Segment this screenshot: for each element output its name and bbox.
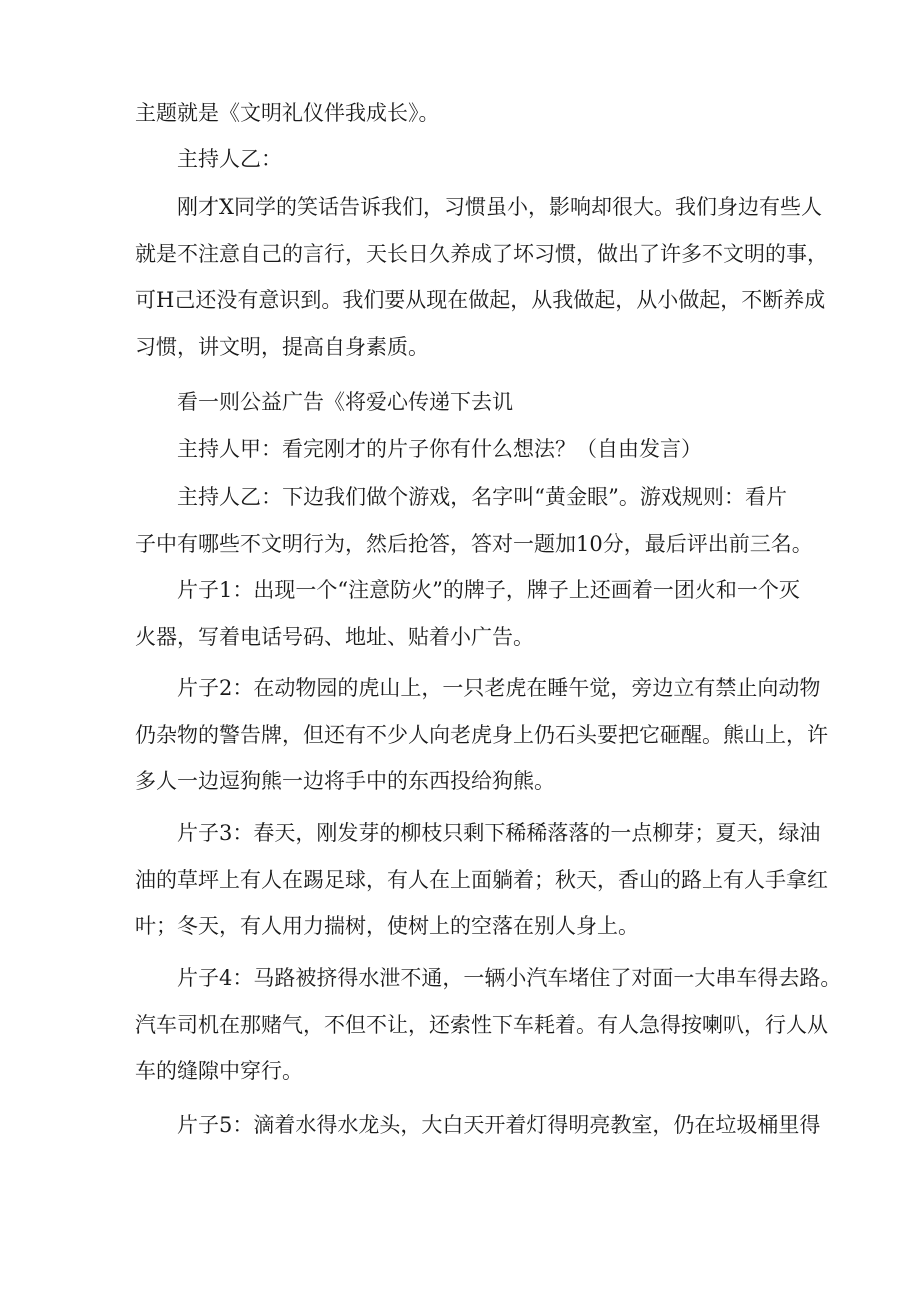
text-line: 习惯，讲文明，提高自身素质。 <box>135 334 429 359</box>
text-line: 可H己还没有意识到。我们要从现在做起，从我做起，从小做起，不断养成 <box>135 288 826 312</box>
text-line: 主题就是《文明礼仪伴我成长》。 <box>135 101 440 125</box>
paragraph-host-a <box>135 426 787 473</box>
paragraph-clip-2 <box>135 665 828 805</box>
text-line: 刚才X同学的笑话告诉我们，习惯虽小，影响却很大。我们身边有些人 <box>177 195 822 219</box>
paragraph-game-rules <box>135 474 813 567</box>
paragraph-theme <box>135 90 787 137</box>
text-line: 车的缝隙中穿行。 <box>135 1059 303 1083</box>
paragraph-clip-5 <box>135 1102 821 1149</box>
text-line: 看一则公益广告《将爱心传递下去讥 <box>177 390 513 414</box>
text-line: 仍杂物的警告牌，但还有不少人向老虎身上仍石头要把它砸醒。熊山上，许 <box>135 722 828 747</box>
text-line: 多人一边逗狗熊一边将手中的东西投给狗熊。 <box>135 769 555 793</box>
text-line: 片子3：春天，刚发芽的柳枝只剩下稀稀落落的一点柳芽；夏天，绿油 <box>177 821 821 845</box>
paragraph-clip-1 <box>135 567 800 660</box>
text-line: 火器，写着电话号码、地址、贴着小广告。 <box>135 624 534 649</box>
text-line: 片子5：滴着水得水龙头，大白天开着灯得明亮教室，仍在垃圾桶里得 <box>177 1113 821 1137</box>
paragraph-clip-3 <box>135 810 828 950</box>
paragraph-clip-4 <box>135 955 842 1095</box>
text-line: 汽车司机在那赌气，不但不让，还索性下车耗着。有人急得按喇叭，行人从 <box>135 1012 828 1037</box>
text-line: 主持人甲：看完刚才的片子你有什么想法？（自由发言） <box>177 437 702 461</box>
text-line: 主持人乙：下边我们做个游戏，名字叫“黄金眼”。游戏规则：看片 <box>177 485 787 509</box>
paragraph-host-b-label <box>135 136 787 183</box>
text-line: 片子1：出现一个“注意防火”的牌子，牌子上还画着一团火和一个灭 <box>177 578 800 602</box>
text-line: 子中有哪些不文明行为，然后抢答，答对一题加10分，最后评出前三名。 <box>135 531 813 556</box>
text-line: 片子4：马路被挤得水泄不通，一辆小汽车堵住了对面一大串车得去路。 <box>177 966 842 990</box>
text-line: 片子2：在动物园的虎山上，一只老虎在睡午觉，旁边立有禁止向动物 <box>177 676 821 700</box>
text-line: 主持人乙： <box>177 147 282 171</box>
paragraph-host-b-speech <box>135 184 828 370</box>
text-line: 就是不注意自己的言行，天长日久养成了坏习惯，做出了许多不文明的事， <box>135 241 828 266</box>
text-line: 叶；冬天，有人用力揣树，使树上的空落在别人身上。 <box>135 914 639 938</box>
text-line: 油的草坪上有人在踢足球，有人在上面躺着；秋天，香山的路上有人手拿红 <box>135 867 828 892</box>
paragraph-ad <box>135 379 787 426</box>
